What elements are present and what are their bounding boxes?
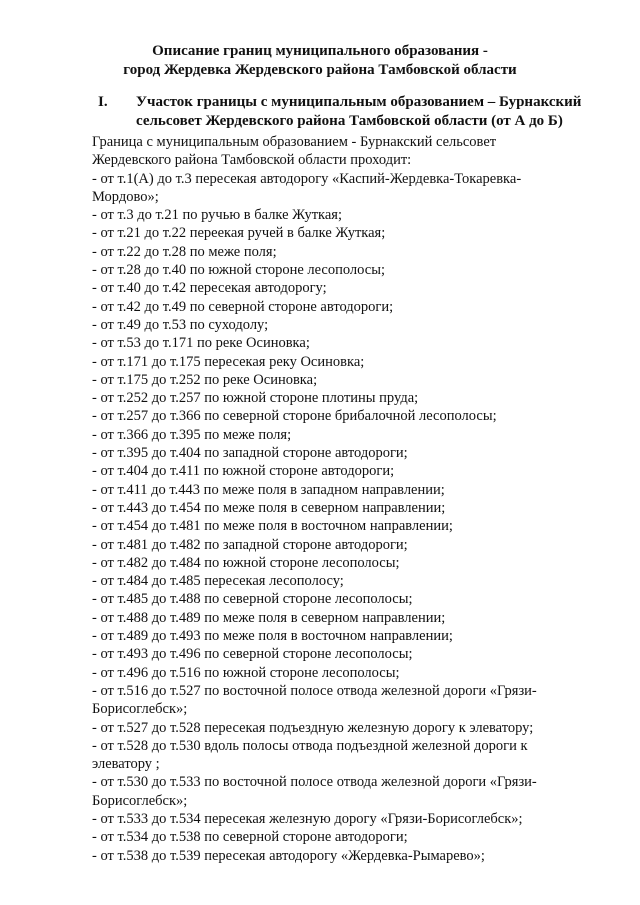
boundary-line: Граница с муниципальным образованием - Бурнакский сельсовет <box>92 134 497 150</box>
section-number: I. <box>98 94 108 110</box>
boundary-line: - от т.366 до т.395 по меже поля; <box>92 426 292 443</box>
boundary-description <box>92 133 612 865</box>
boundary-line: - от т.516 до т.527 по восточной полосе отвода железной дороги «Грязи- <box>92 682 537 699</box>
boundary-line: - от т.1(А) до т.3 пересекая автодорогу «Каспий-Жердевка-Токаревка- <box>92 170 522 187</box>
boundary-line: - от т.411 до т.443 по меже поля в западном направлении; <box>92 481 445 498</box>
title-line-2: город Жердевка Жердевского района Тамбовской области <box>123 62 517 78</box>
boundary-line: - от т.49 до т.53 по суходолу; <box>92 316 269 333</box>
boundary-line: - от т.484 до т.485 пересекая лесополосу; <box>92 573 344 590</box>
boundary-line: - от т.485 до т.488 по северной стороне лесополосы; <box>92 591 413 608</box>
boundary-line: Жердевского района Тамбовской области проходит: <box>92 152 412 169</box>
document-title <box>0 42 640 80</box>
title-line-1: Описание границ муниципального образования - <box>152 43 488 59</box>
boundary-line: - от т.443 до т.454 по меже поля в северном направлении; <box>92 499 446 516</box>
section-heading-line-1: Участок границы с муниципальным образованием – Бурнакский <box>136 94 582 110</box>
boundary-line: - от т.534 до т.538 по северной стороне автодороги; <box>92 829 408 846</box>
section-heading-line-2: сельсовет Жердевского района Тамбовской области (от А до Б) <box>136 113 563 129</box>
boundary-line: - от т.171 до т.175 пересекая реку Осиновка; <box>92 353 365 370</box>
boundary-line: - от т.175 до т.252 по реке Осиновка; <box>92 371 318 388</box>
boundary-line: - от т.252 до т.257 по южной стороне плотины пруда; <box>92 390 419 407</box>
section-heading <box>98 93 608 131</box>
boundary-line: - от т.395 до т.404 по западной стороне автодороги; <box>92 445 408 462</box>
boundary-line: - от т.404 до т.411 по южной стороне автодороги; <box>92 463 395 480</box>
boundary-line: - от т.454 до т.481 по меже поля в восточном направлении; <box>92 518 453 535</box>
boundary-line: - от т.533 до т.534 пересекая железную дорогу «Грязи-Борисоглебск»; <box>92 810 523 827</box>
boundary-line: - от т.481 до т.482 по западной стороне автодороги; <box>92 536 408 553</box>
boundary-line: элеватору ; <box>92 756 160 773</box>
boundary-line: - от т.496 до т.516 по южной стороне лесополосы; <box>92 664 400 681</box>
boundary-line: - от т.28 до т.40 по южной стороне лесополосы; <box>92 262 385 279</box>
boundary-line: - от т.42 до т.49 по северной стороне автодороги; <box>92 298 394 315</box>
boundary-line: Мордово»; <box>92 188 159 205</box>
boundary-line: - от т.527 до т.528 пересекая подъездную железную дорогу к элеватору; <box>92 719 534 736</box>
boundary-line: - от т.493 до т.496 по северной стороне лесополосы; <box>92 646 413 663</box>
boundary-line: - от т.530 до т.533 по восточной полосе отвода железной дороги «Грязи- <box>92 774 537 791</box>
boundary-line: - от т.40 до т.42 пересекая автодорогу; <box>92 280 327 297</box>
boundary-line: - от т.528 до т.530 вдоль полосы отвода подъездной железной дороги к <box>92 737 528 754</box>
boundary-line: Борисоглебск»; <box>92 701 188 718</box>
boundary-line: - от т.482 до т.484 по южной стороне лесополосы; <box>92 554 400 571</box>
boundary-line: - от т.3 до т.21 по ручью в балке Жуткая; <box>92 207 342 224</box>
boundary-line: - от т.53 до т.171 по реке Осиновка; <box>92 335 310 352</box>
boundary-line: - от т.488 до т.489 по меже поля в северном направлении; <box>92 609 446 626</box>
boundary-line: - от т.489 до т.493 по меже поля в восточном направлении; <box>92 628 453 645</box>
boundary-line: - от т.257 до т.366 по северной стороне брибалочной лесополосы; <box>92 408 497 425</box>
boundary-line: - от т.21 до т.22 переекая ручей в балке Жуткая; <box>92 225 386 242</box>
boundary-line: - от т.538 до т.539 пересекая автодорогу «Жердевка-Рымарево»; <box>92 847 485 864</box>
boundary-line: Борисоглебск»; <box>92 792 188 809</box>
boundary-line: - от т.22 до т.28 по меже поля; <box>92 243 277 260</box>
